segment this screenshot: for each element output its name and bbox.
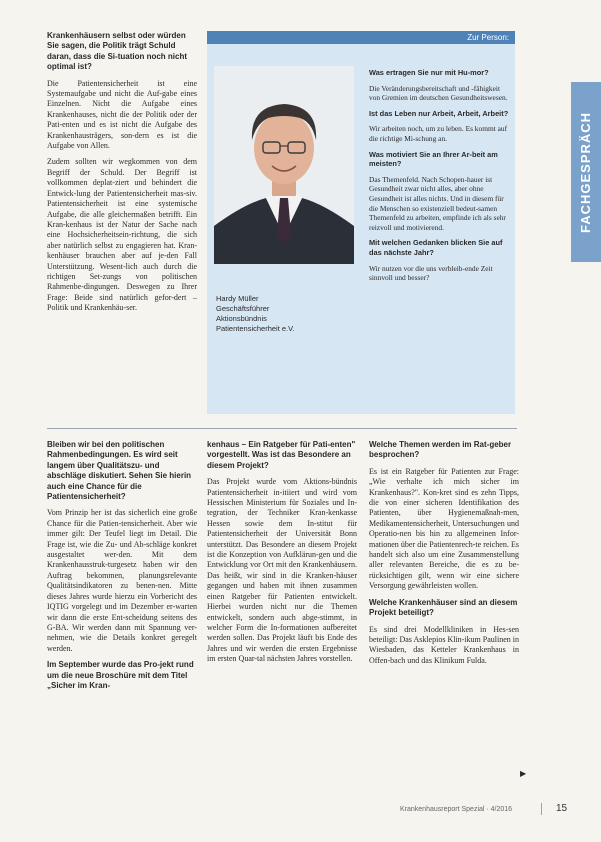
question-quality: Bleiben wir bei den politischen Rahmenbedingungen. Es wird seit langem über Qualitätszu- und abschläge diskutiert. Sehen Sie hierin auch eine Chance für die Patientensicherheit? xyxy=(47,440,192,502)
profile-answer-1b: Ist das Leben nur Arbeit, Arbeit, Arbeit? xyxy=(369,108,509,118)
question-project-continued: kenhaus – Ein Ratgeber für Pati-enten" vorgestellt. Was ist das Besondere an diesem Projekt? xyxy=(207,440,356,470)
portrait-caption xyxy=(216,294,356,334)
column-3-bottom xyxy=(369,440,519,672)
footer-journal: Krankenhausreport Spezial · 4/2016 xyxy=(400,806,513,813)
answer-project: Das Projekt wurde vom Aktions-bündnis Patientensicherheit in-itiiert und wird vom Hessischen Ministerium für Soziales und In-tegration, der Techniker Kran-kenkasse Hessen sowie dem In-stitut für Patientensicherheit der Universität Bonn unterstützt. Das Besondere an diesem Projekt ist die Konzeption von Aufklärun-gen und die Entwicklung vor Ort mit den Krankenhäusern. Das heißt, wir sind in die Kranken-häuser gegangen und haben mit ihnen zusammen einen Ratgeber für Patienten entwickelt. Hierbei wurden nicht nur die Themen entwickelt, sondern auch abge-stimmt, in welcher Form die In-formationen aufbereitet werden sollen. Das Projekt läuft bis Ende des Jahres und wir werden die ersten Ergebnisse im ersten Quar-tal nächsten Jahres vorstellen. xyxy=(207,477,357,664)
question-hospitals: Welche Krankenhäuser sind an diesem Projekt beteiligt? xyxy=(369,597,518,618)
caption-role: Geschäftsführer xyxy=(216,304,270,313)
portrait-photo xyxy=(214,66,354,264)
answer-quality: Vom Prinzip her ist das sicherlich eine große Chance für die Patien-tensicherheit. Aber wie immer gilt: Der Teufel liegt im Detail. Die Frage ist, wie die Zu- und Ab-schläge konkret ausgestaltet wer-den. Mit dem Krankenhausstruk-turgesetz haben wir den Auftrag bekommen, planungsrelevante Qualitätsindikatoren zu benen-nen. Mitte dieses Jahres wurde hierzu ein Vorbericht des IQTIG vorgelegt und im Dezember er-warten wir dann die erste Ent-scheidung seitens des G-BA. Wir werden dann mit Spannung ver-nehmen, wie die Details konkret geregelt werden. xyxy=(47,508,197,653)
caption-org-line1: Aktionsbündnis xyxy=(216,314,267,323)
page-number: 15 xyxy=(556,803,568,814)
profile-box-header: Zur Person: xyxy=(207,31,515,44)
section-divider xyxy=(47,428,517,429)
question-topics: Welche Themen werden im Rat-geber besprochen? xyxy=(369,440,512,460)
profile-question-3: Mit welchen Gedanken blicken Sie auf das nächste Jahr? xyxy=(369,238,503,257)
answer-hospitals: Es sind drei Modellkliniken in Hes-sen beteiligt: Das Asklepios Klin-ikum Paulinen in Wiesbaden, das Ketteler Krankenhaus in Offen-bach und das Klinikum Fulda. xyxy=(369,624,519,665)
answer-topics: Es ist ein Ratgeber für Patienten zur Frage: „Wie verhalte ich mich sicher im Krankenhaus?". Kon-kret sind es zehn Tipps, die von einer sicheren Identifikation des Patienten, über Hygienemaßnah-men, Medikamentensicherheit, Untersuchungen und Operatio-nen bis hin zu allgemeinen Infor-mationen über die Patientenrech-te reichen. Es handelt sich also um eine Zusammenstellung aller relevanten Bereiche, die es zu be-rücksichtigen gilt, wenn wir eine sichere Versorgung gewährleisten wollen. xyxy=(369,466,519,591)
column-1-top xyxy=(47,31,197,320)
section-tab-label: FACHGESPRÄCH xyxy=(571,82,601,262)
profile-answer-1c: Wir arbeiten noch, um zu leben. Es kommt auf die richtige Mi-schung an. xyxy=(369,124,508,143)
answer-responsibility-p1: Die Patientensicherheit ist eine Systemaufgabe und nicht die Auf-gabe eines Einzelnen. Nicht die Aufgabe eines Krankenhauses, nicht die der Politik oder der Pati-enten und es ist nicht die Aufgabe des Krankenhausträgers, son-dern es ist die Aufgabe von Allen. xyxy=(47,78,197,151)
profile-question-2: Was motiviert Sie an Ihrer Ar-beit am meisten? xyxy=(369,149,498,169)
continue-arrow-icon: ▶ xyxy=(520,769,527,778)
question-project-start: Im September wurde das Pro-jekt rund um die neue Broschüre mit dem Titel „Sicher im Kran- xyxy=(47,660,194,690)
portrait-image xyxy=(214,66,354,264)
caption-org-line2: Patientensicherheit e.V. xyxy=(216,324,295,333)
column-1-bottom xyxy=(47,440,197,691)
answer-responsibility-p2: Zudem sollten wir wegkommen von dem Begriff der Schuld. Der Begriff ist vollkommen deplat-ziert und behindert die Entwick-lung der Patientensicherheit mas-siv. Patientensicherheit ist eine systemische Aufgabe, die alle gleichermaßen betrifft. Ein Kran-kenhaus ist der Natur der Sache nach eine Hochsicherheitsein-richtung, die sich aber natürlich selbst zu engagieren hat. Kran-kenhäuser brauchen aber auf je-den Fall Unterstützung. Wesent-lich auch durch die richtigen Set-zungs von politischen Rahmenbe-dingungen. Deswegen zu Ihrer Frage: Beide sind natürlich gefor-dert – Politik und Krankenhäu-ser. xyxy=(47,157,197,313)
profile-qa xyxy=(369,68,510,289)
question-responsibility: Krankenhäusern selbst oder würden Sie sagen, die Politik trägt Schuld daran, dass die Si-tuation noch nicht optimal ist? xyxy=(47,31,188,72)
column-2-bottom xyxy=(207,440,357,671)
profile-answer-1: Die Veränderungsbereitschaft und -fähigkeit von Gremien im deutschen Gesundheitswesen. xyxy=(369,83,508,103)
profile-question-1: Was ertragen Sie nur mit Hu-mor? xyxy=(369,68,489,77)
profile-answer-3: Wir nutzen vor die uns verbleib-ende Zeit sinnvoll und besser? xyxy=(369,263,493,283)
profile-answer-2: Das Themenfeld. Nach Schopen-hauer ist Gesundheit zwar nicht alles, aber ohne Gesundheit ist alles nichts. Und in diesem für die Menschen so existenziell bedeut-samen Themenfeld zu arbeiten, empfinde ich als sehr reizvoll und motivierend. xyxy=(369,174,506,232)
caption-name: Hardy Müller xyxy=(216,294,259,303)
footer-divider xyxy=(541,803,542,815)
